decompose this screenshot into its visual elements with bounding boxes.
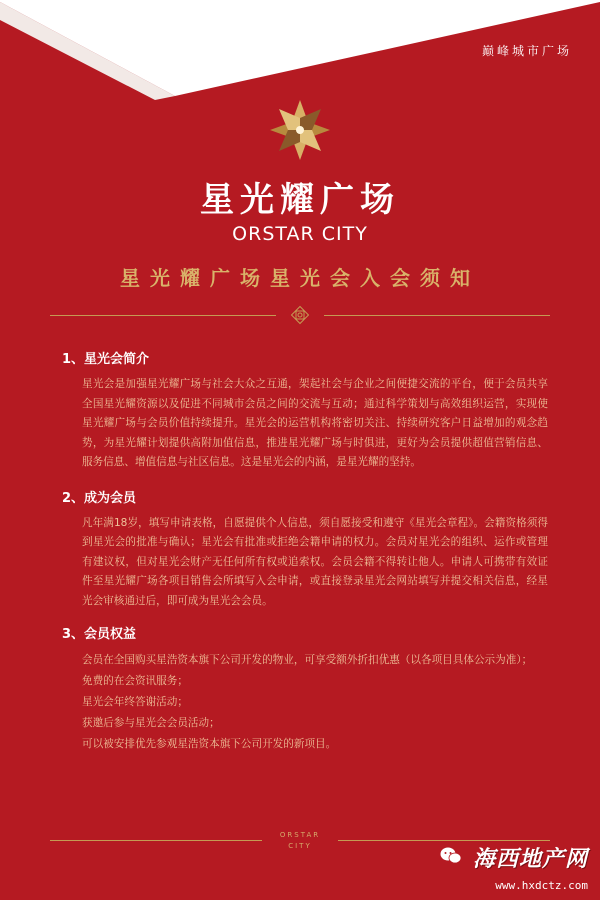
watermark: [422, 840, 592, 892]
benefits-list-wrap: [62, 650, 548, 755]
benefit-item: 免费的在会资讯服务；: [82, 675, 188, 687]
star-flower-logo-icon: [268, 98, 332, 162]
section-title: 3、会员权益: [62, 627, 137, 642]
notice-title: 星光耀广场星光会入会须知: [120, 266, 480, 290]
title-divider: [50, 305, 550, 325]
watermark-url: www.hxdctz.com: [495, 879, 588, 892]
notice-content: [62, 348, 548, 755]
header-tagline: 巅峰城市广场: [481, 44, 572, 58]
brand-name-en: ORSTAR CITY: [232, 223, 368, 245]
benefits-list: [82, 650, 548, 755]
wechat-icon: [440, 846, 462, 866]
benefit-item: 可以被安排优先参观星浩资本旗下公司开发的新项目。: [82, 738, 337, 750]
benefit-item: 获邀后参与星光会会员活动；: [82, 717, 220, 729]
watermark-brand: 海西地产网: [472, 847, 588, 872]
brand-name-cn: 星光耀广场: [200, 180, 400, 220]
section-body: 凡年满18岁，填写申请表格，自愿提供个人信息，须自愿接受和遵守《星光会章程》。会籍资格须得到星光会的批准与确认；星光会有批准或拒绝会籍申请的权力。会员对星光会的组织、运作或管理有建议权，但对星光会财产无任何所有权或追索权。会员会籍不得转让他人。申请人可携带有效证件至星光耀广场各项目销售会所填写入会申请，或直接登录星光会网站填写并提交相关信息，经星光会审核通过后，即可成为星光会会员。: [82, 516, 548, 607]
brand-logo: [0, 98, 600, 245]
section-membership: [62, 487, 548, 612]
footer-logo-line2: CITY: [288, 842, 312, 850]
benefit-item: 会员在全国购买星浩资本旗下公司开发的物业，可享受额外折扣优惠（以各项目具体公示为准）；: [82, 654, 533, 666]
ornament-icon: [288, 303, 312, 327]
section-intro: [62, 348, 548, 473]
section-body: 星光会是加强星光耀广场与社会大众之互通，架起社会与企业之间便捷交流的平台，便于会员共享全国星光耀资源以及促进不同城市会员之间的交流与互动；通过科学策划与高效组织运营，实现使星光耀广场与会员价值持续提升。星光会的运营机构将密切关注、持续研究客户日益增加的观念趋势，为星光耀计划提供高附加值信息，推进星光耀广场与时俱进，更好为会员提供超值营销信息、服务信息、增值信息与社区信息。这是星光会的内涵，是星光耀的坚持。: [82, 378, 548, 468]
section-benefits: [62, 623, 548, 755]
section-title: 2、成为会员: [62, 490, 137, 506]
footer-logo: [264, 830, 336, 852]
benefit-item: 星光会年终答谢活动；: [82, 696, 188, 708]
section-title: 1、星光会简介: [62, 352, 150, 367]
footer-logo-line1: ORSTAR: [279, 831, 321, 839]
